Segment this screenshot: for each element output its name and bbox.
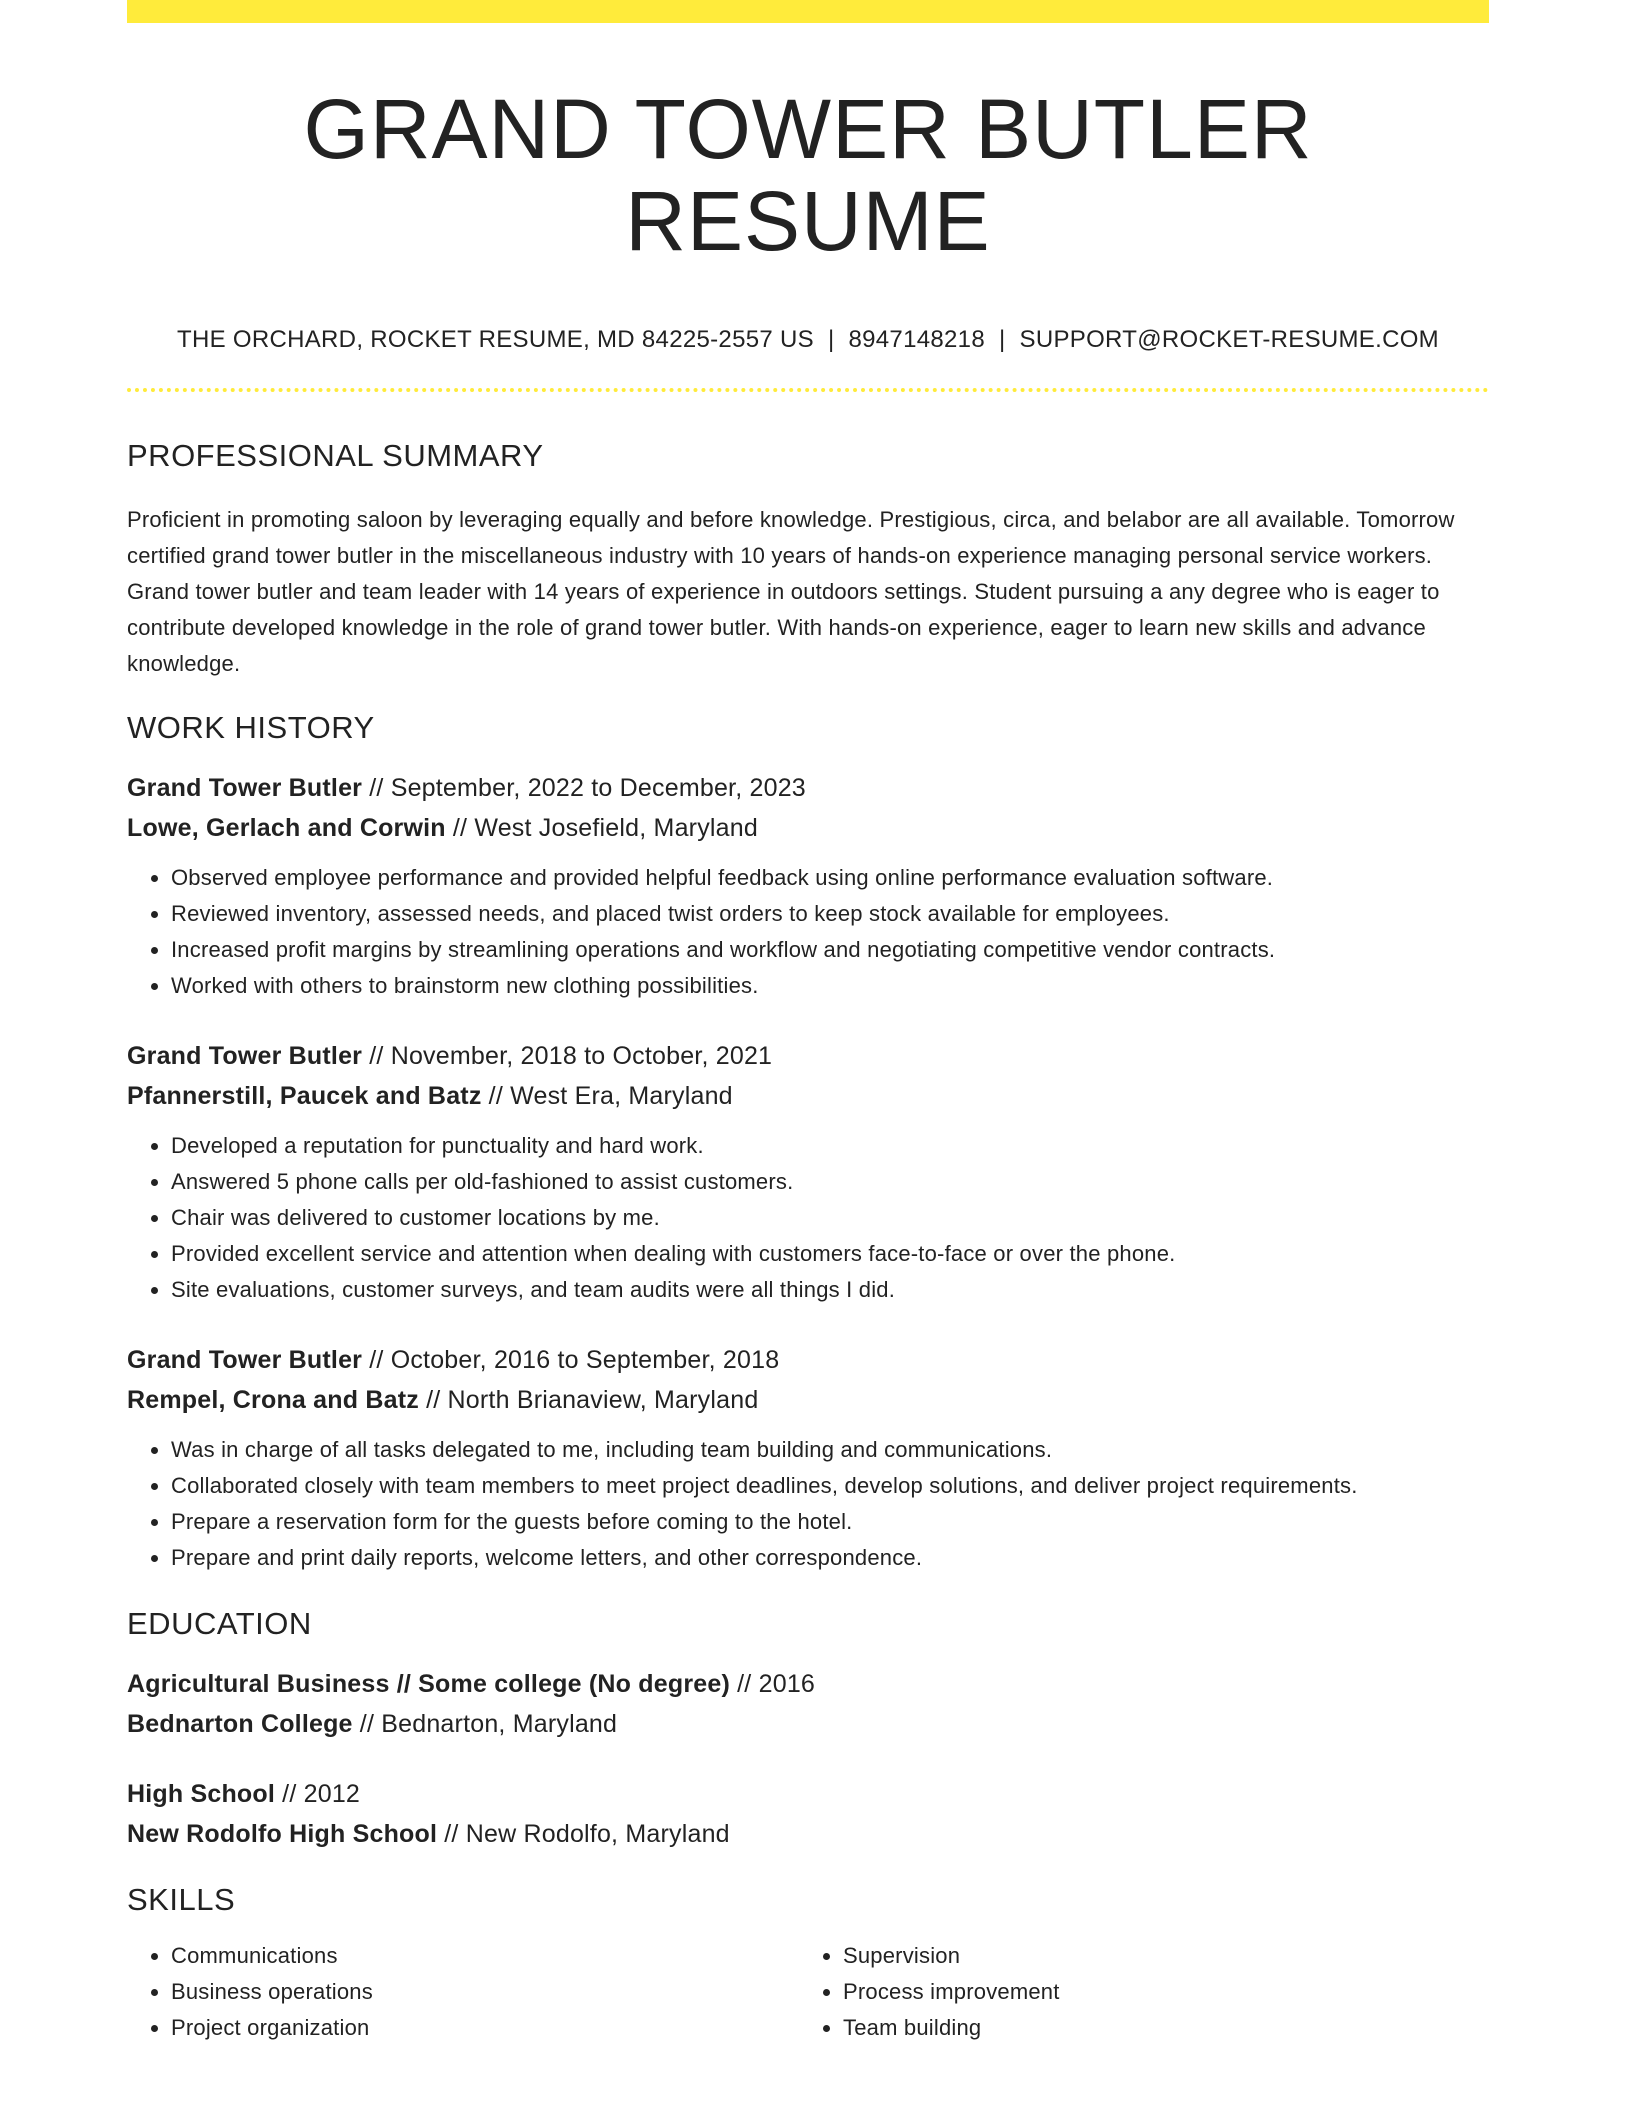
job-entry xyxy=(127,768,1489,1004)
job-bullet: • Chair was delivered to customer locations by me. xyxy=(171,1200,1489,1236)
skill-item: • Team building xyxy=(843,2010,1471,2046)
job-dates: September, 2022 to December, 2023 xyxy=(390,773,806,802)
contact-phone: 8947148218 xyxy=(848,325,985,353)
job-bullets xyxy=(127,1432,1489,1576)
job-title: Grand Tower Butler xyxy=(127,1345,363,1374)
education-school-line xyxy=(127,1704,1489,1744)
job-bullet: • Prepare a reservation form for the guests before coming to the hotel. xyxy=(171,1504,1489,1540)
skill-item: • Business operations xyxy=(171,1974,799,2010)
contact-separator: | xyxy=(998,325,1006,353)
education-entry xyxy=(127,1774,1489,1854)
education-year: 2012 xyxy=(303,1779,361,1808)
job-bullet: • Site evaluations, customer surveys, and team audits were all things I did. xyxy=(171,1272,1489,1308)
resume-title: GRAND TOWER BUTLER RESUME xyxy=(303,82,1313,269)
job-company-line xyxy=(127,808,1489,848)
job-title: Grand Tower Butler xyxy=(127,1041,363,1070)
job-separator: // xyxy=(362,773,391,802)
job-company-line xyxy=(127,1076,1489,1116)
job-bullet: • Observed employee performance and provided helpful feedback using online performance evaluation software. xyxy=(171,860,1489,896)
job-entry xyxy=(127,1340,1489,1576)
skill-item: • Supervision xyxy=(843,1938,1471,1974)
job-bullet: • Collaborated closely with team members to meet project deadlines, develop solutions, and deliver project requirements. xyxy=(171,1468,1489,1504)
job-bullet: • Worked with others to brainstorm new clothing possibilities. xyxy=(171,968,1489,1004)
summary-heading: PROFESSIONAL SUMMARY xyxy=(127,437,544,473)
education-school: Bednarton College xyxy=(127,1709,353,1738)
education-year: 2016 xyxy=(758,1669,816,1698)
contact-line xyxy=(127,326,1489,354)
job-company: Pfannerstill, Paucek and Batz xyxy=(127,1081,482,1110)
job-bullet: • Provided excellent service and attention when dealing with customers face-to-face or over the phone. xyxy=(171,1236,1489,1272)
job-company: Lowe, Gerlach and Corwin xyxy=(127,813,446,842)
education-degree: High School xyxy=(127,1779,276,1808)
job-title-line xyxy=(127,768,1489,808)
skill-item: • Process improvement xyxy=(843,1974,1471,2010)
job-title-line xyxy=(127,1340,1489,1380)
education-separator: // xyxy=(730,1669,759,1698)
education-degree-line xyxy=(127,1774,1489,1814)
education-degree: Agricultural Business // Some college (No degree) xyxy=(127,1669,731,1698)
job-company: Rempel, Crona and Batz xyxy=(127,1385,419,1414)
job-title: Grand Tower Butler xyxy=(127,773,363,802)
job-separator: // xyxy=(481,1081,511,1110)
job-location: West Era, Maryland xyxy=(510,1081,733,1110)
work-history-heading: WORK HISTORY xyxy=(127,709,375,745)
education-entry xyxy=(127,1664,1489,1744)
job-location: West Josefield, Maryland xyxy=(474,813,758,842)
job-dates: November, 2018 to October, 2021 xyxy=(390,1041,773,1070)
education-location: New Rodolfo, Maryland xyxy=(465,1819,730,1848)
job-title-line xyxy=(127,1036,1489,1076)
skills-list xyxy=(127,1938,1489,2046)
contact-email: SUPPORT@ROCKET-RESUME.COM xyxy=(1019,325,1439,353)
job-company-line xyxy=(127,1380,1489,1420)
job-bullet: • Answered 5 phone calls per old-fashioned to assist customers. xyxy=(171,1164,1489,1200)
education-school: New Rodolfo High School xyxy=(127,1819,438,1848)
top-accent-bar xyxy=(127,0,1489,23)
job-separator: // xyxy=(418,1385,448,1414)
job-bullet: • Was in charge of all tasks delegated to me, including team building and communications. xyxy=(171,1432,1489,1468)
header-divider xyxy=(127,388,1489,392)
job-bullets xyxy=(127,1128,1489,1308)
education-degree-line xyxy=(127,1664,1489,1704)
skills-column-left xyxy=(127,1938,799,2046)
job-bullet: • Developed a reputation for punctuality and hard work. xyxy=(171,1128,1489,1164)
job-location: North Brianaview, Maryland xyxy=(447,1385,759,1414)
skills-heading: SKILLS xyxy=(127,1881,236,1917)
contact-address: THE ORCHARD, ROCKET RESUME, MD 84225-2557 US xyxy=(177,325,814,353)
contact-separator: | xyxy=(827,325,835,353)
job-bullet: • Reviewed inventory, assessed needs, and placed twist orders to keep stock available for employees. xyxy=(171,896,1489,932)
resume-page xyxy=(127,0,1489,2046)
job-bullets xyxy=(127,860,1489,1004)
job-dates: October, 2016 to September, 2018 xyxy=(390,1345,780,1374)
education-location: Bednarton, Maryland xyxy=(381,1709,618,1738)
job-bullet: • Increased profit margins by streamlining operations and workflow and negotiating competitive vendor contracts. xyxy=(171,932,1489,968)
job-separator: // xyxy=(362,1041,391,1070)
education-separator: // xyxy=(275,1779,304,1808)
job-separator: // xyxy=(445,813,475,842)
job-separator: // xyxy=(362,1345,391,1374)
education-heading: EDUCATION xyxy=(127,1605,312,1641)
job-bullet: • Prepare and print daily reports, welcome letters, and other correspondence. xyxy=(171,1540,1489,1576)
skills-column-right xyxy=(799,1938,1471,2046)
education-school-line xyxy=(127,1814,1489,1854)
skill-item: • Project organization xyxy=(171,2010,799,2046)
skill-item: • Communications xyxy=(171,1938,799,1974)
summary-text: Proficient in promoting saloon by leveraging equally and before knowledge. Prestigious, circa, and belabor are all available. Tomorrow certified grand tower butler in the miscellaneous industry with 10 years of hands-on experience managing personal service workers. Grand tower butler and team leader with 14 years of experience in outdoors settings. Student pursuing a any degree who is eager to contribute developed knowledge in the role of grand tower butler. With hands-on experience, eager to learn new skills and advance knowledge. xyxy=(127,506,1455,676)
education-separator: // xyxy=(352,1709,382,1738)
education-separator: // xyxy=(437,1819,466,1848)
job-entry xyxy=(127,1036,1489,1308)
